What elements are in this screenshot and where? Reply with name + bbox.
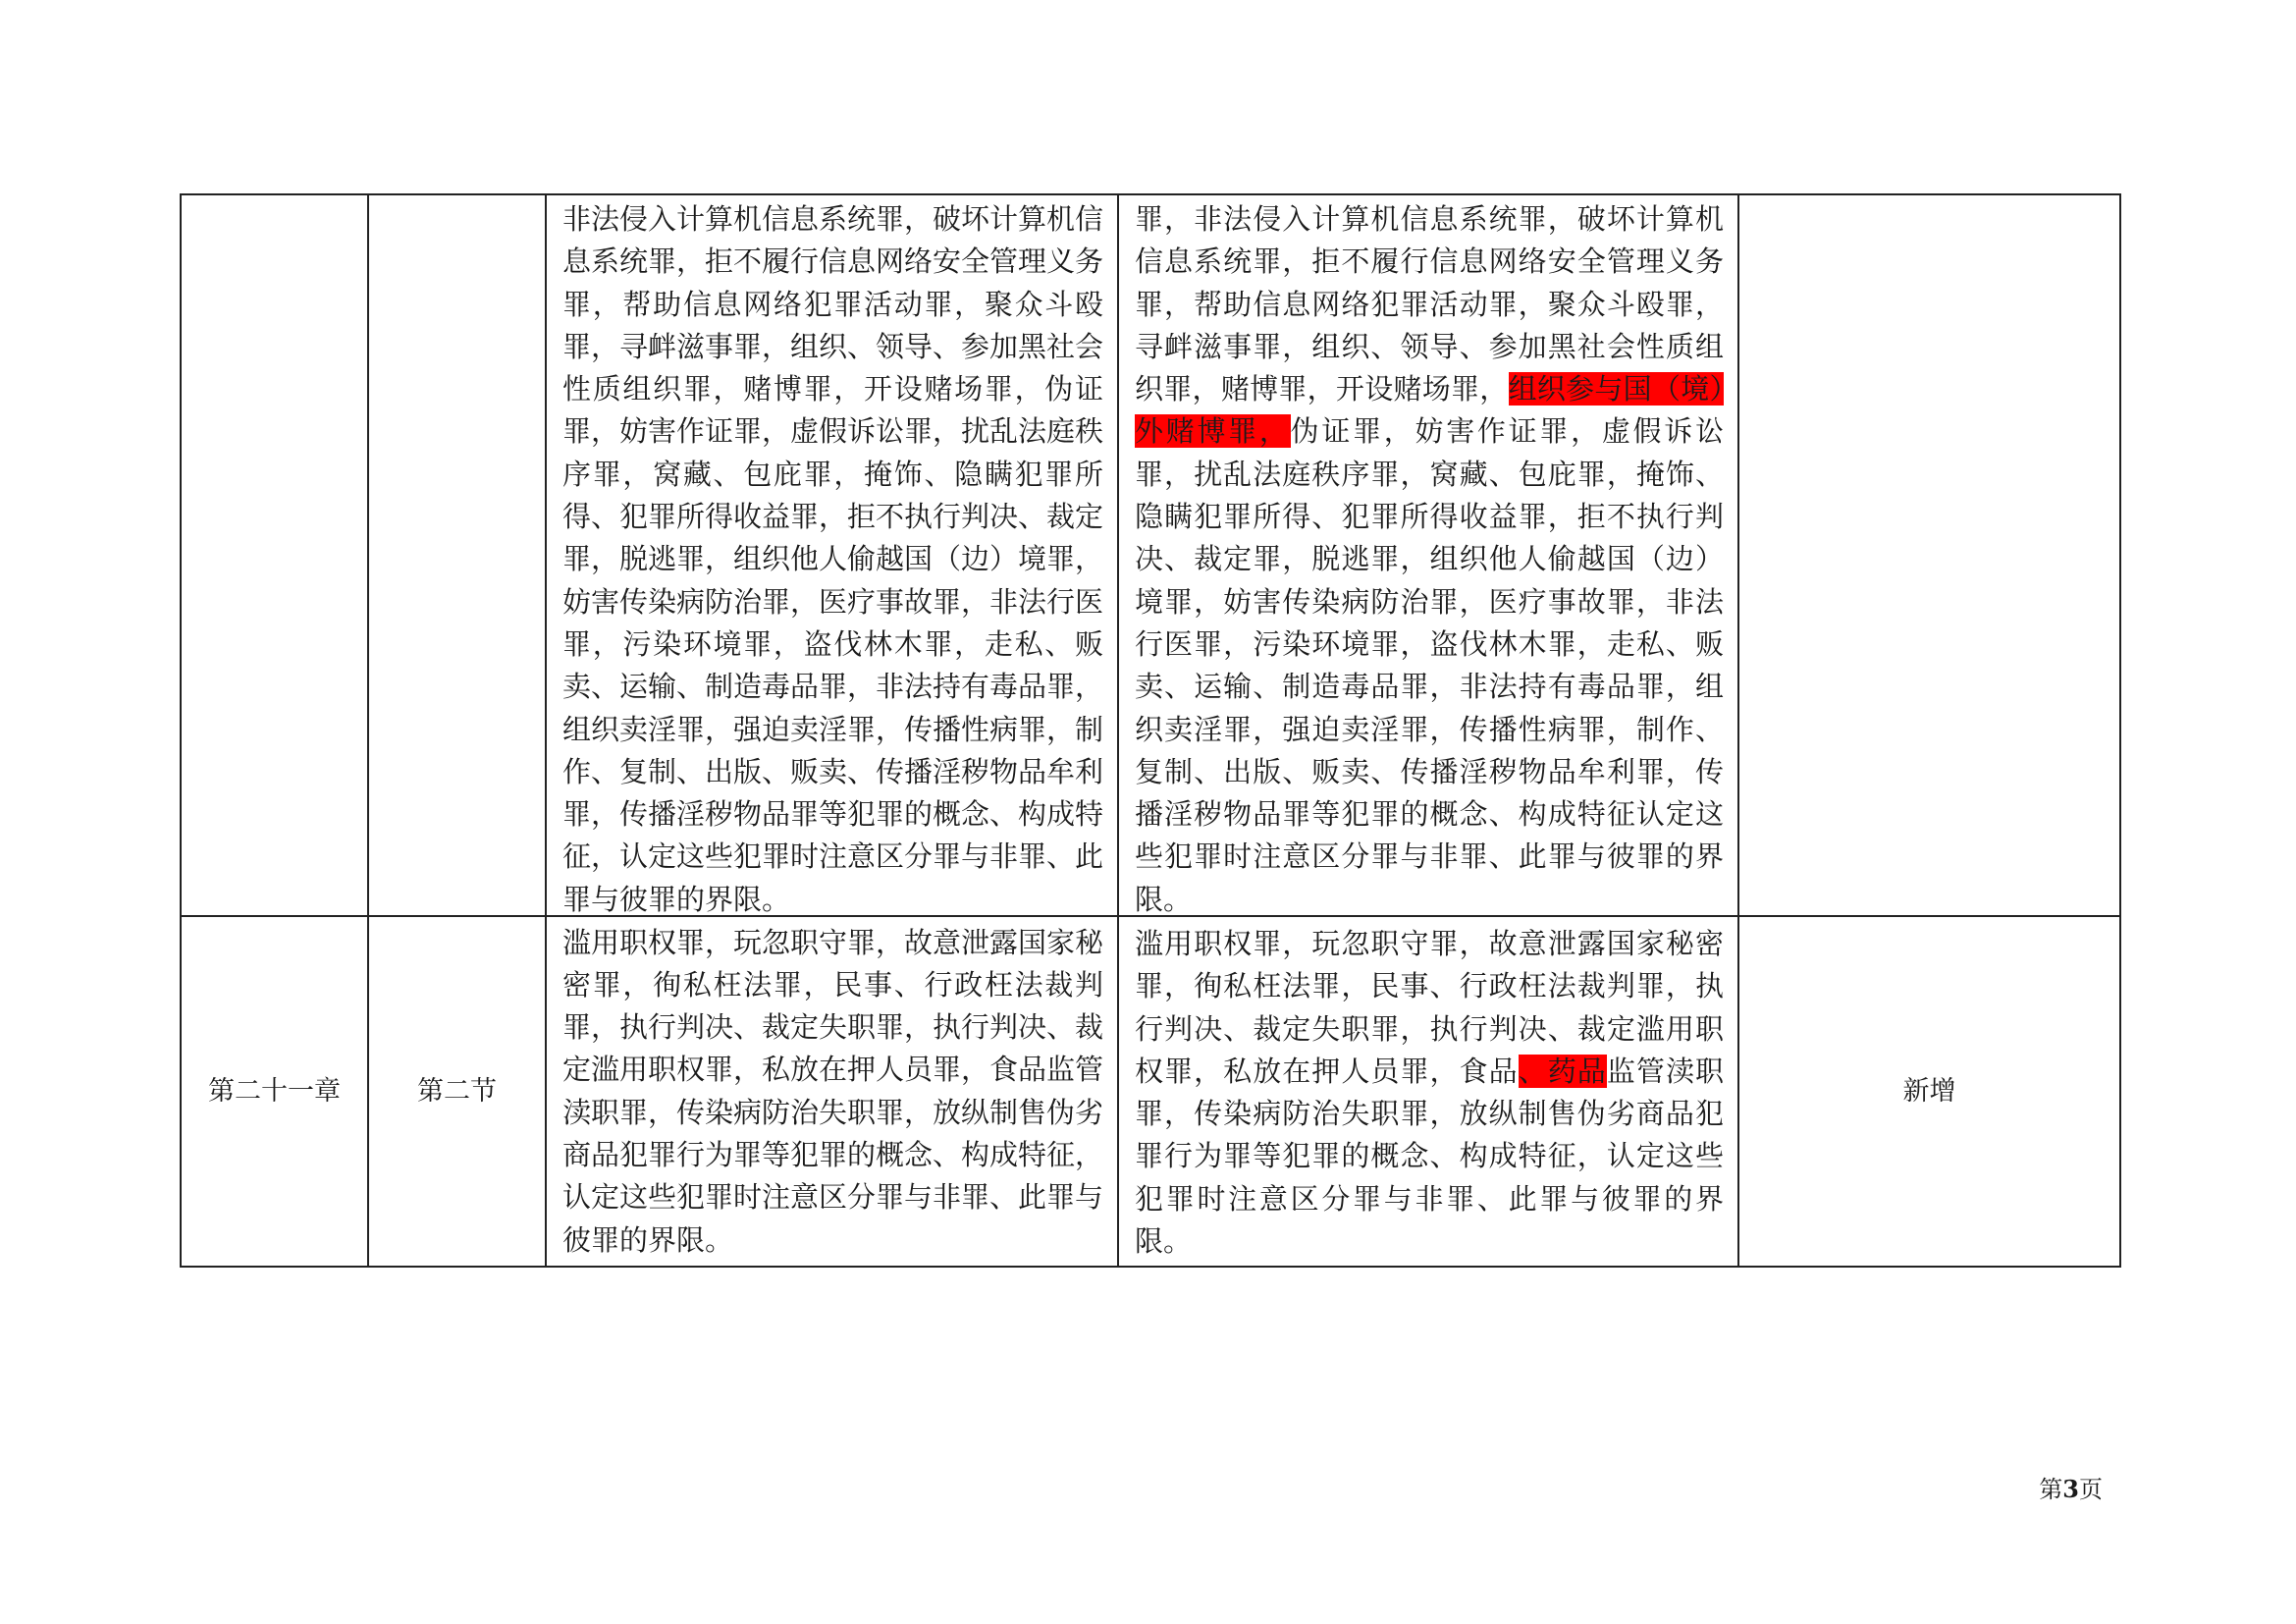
old-syllabus-text: 非法侵入计算机信息系统罪，破坏计算机信息系统罪，拒不履行信息网络安全管理义务罪，帮助信息网络犯罪活动罪，聚众斗殴罪，寻衅滋事罪，组织、领导、参加黑社会性质组织罪，赌博罪，开设赌场罪，伪证罪，妨害作证罪，虚假诉讼罪，扰乱法庭秩序罪，窝藏、包庇罪，掩饰、隐瞒犯罪所得、犯罪所得收益罪，拒不执行判决、裁定罪，脱逃罪，组织他人偷越国（边）境罪，妨害传染病防治罪，医疗事故罪，非法行医罪，污染环境罪，盗伐林木罪，走私、贩卖、运输、制造毒品罪，非法持有毒品罪，组织卖淫罪，强迫卖淫罪，传播性病罪，制作、复制、出版、贩卖、传播淫秽物品牟利罪，传播淫秽物品罪等犯罪的概念、构成特征，认定这些犯罪时注意区分罪与非罪、此罪与彼罪的界限。 xyxy=(562,202,1104,916)
new-text-after: 监管渎职罪，传染病防治失职罪，放纵制售伪劣商品犯罪行为罪等犯罪的概念、构成特征，认定这些犯罪时注意区分罪与非罪、此罪与彼罪的界限。 xyxy=(1135,1054,1724,1259)
page-number-prefix: 第 xyxy=(2039,1476,2063,1503)
added-text-highlight: 组织参与国（境）外赌博罪， xyxy=(1135,372,1724,449)
page-number-suffix: 页 xyxy=(2079,1476,2103,1503)
chapter-cell: 第二十一章 xyxy=(181,916,368,1267)
old-syllabus-cell xyxy=(546,916,1118,1267)
section-cell xyxy=(368,194,546,916)
chapter-cell xyxy=(181,194,368,916)
page-number-value: 3 xyxy=(2062,1475,2079,1503)
table-row xyxy=(181,916,2120,1267)
change-note-cell xyxy=(1738,194,2120,916)
new-text-before: 滥用职权罪，玩忽职守罪，故意泄露国家秘密罪，徇私枉法罪，民事、行政枉法裁判罪，执行判决、裁定失职罪，执行判决、裁定滥用职权罪，私放在押人员罪，食品 xyxy=(1135,927,1724,1088)
added-text-highlight: 、药品 xyxy=(1518,1054,1607,1088)
new-syllabus-cell xyxy=(1118,194,1738,916)
change-note-cell: 新增 xyxy=(1738,916,2120,1267)
new-syllabus-cell xyxy=(1118,916,1738,1267)
page-number xyxy=(2039,1475,2103,1504)
new-syllabus-text xyxy=(1119,917,1737,1266)
syllabus-comparison-table xyxy=(180,193,2121,1268)
new-text-before: 罪，非法侵入计算机信息系统罪，破坏计算机信息系统罪，拒不履行信息网络安全管理义务罪，帮助信息网络犯罪活动罪，聚众斗殴罪，寻衅滋事罪，组织、领导、参加黑社会性质组织罪，赌博罪，开设赌场罪， xyxy=(1135,202,1724,406)
table-row xyxy=(181,194,2120,916)
section-cell: 第二节 xyxy=(368,916,546,1267)
old-syllabus-cell xyxy=(546,194,1118,916)
new-text-after: 伪证罪，妨害作证罪，虚假诉讼罪，扰乱法庭秩序罪，窝藏、包庇罪，掩饰、隐瞒犯罪所得、犯罪所得收益罪，拒不执行判决、裁定罪，脱逃罪，组织他人偷越国（边）境罪，妨害传染病防治罪，医疗事故罪，非法行医罪，污染环境罪，盗伐林木罪，走私、贩卖、运输、制造毒品罪，非法持有毒品罪，组织卖淫罪，强迫卖淫罪，传播性病罪，制作、复制、出版、贩卖、传播淫秽物品牟利罪，传播淫秽物品罪等犯罪的概念、构成特征认定这些犯罪时注意区分罪与非罪、此罪与彼罪的界限。 xyxy=(1135,414,1724,916)
old-syllabus-text: 滥用职权罪，玩忽职守罪，故意泄露国家秘密罪，徇私枉法罪，民事、行政枉法裁判罪，执行判决、裁定失职罪，执行判决、裁定滥用职权罪，私放在押人员罪，食品监管渎职罪，传染病防治失职罪，放纵制售伪劣商品犯罪行为罪等犯罪的概念、构成特征，认定这些犯罪时注意区分罪与非罪、此罪与彼罪的界限。 xyxy=(562,925,1104,1257)
new-syllabus-text xyxy=(1119,195,1737,915)
